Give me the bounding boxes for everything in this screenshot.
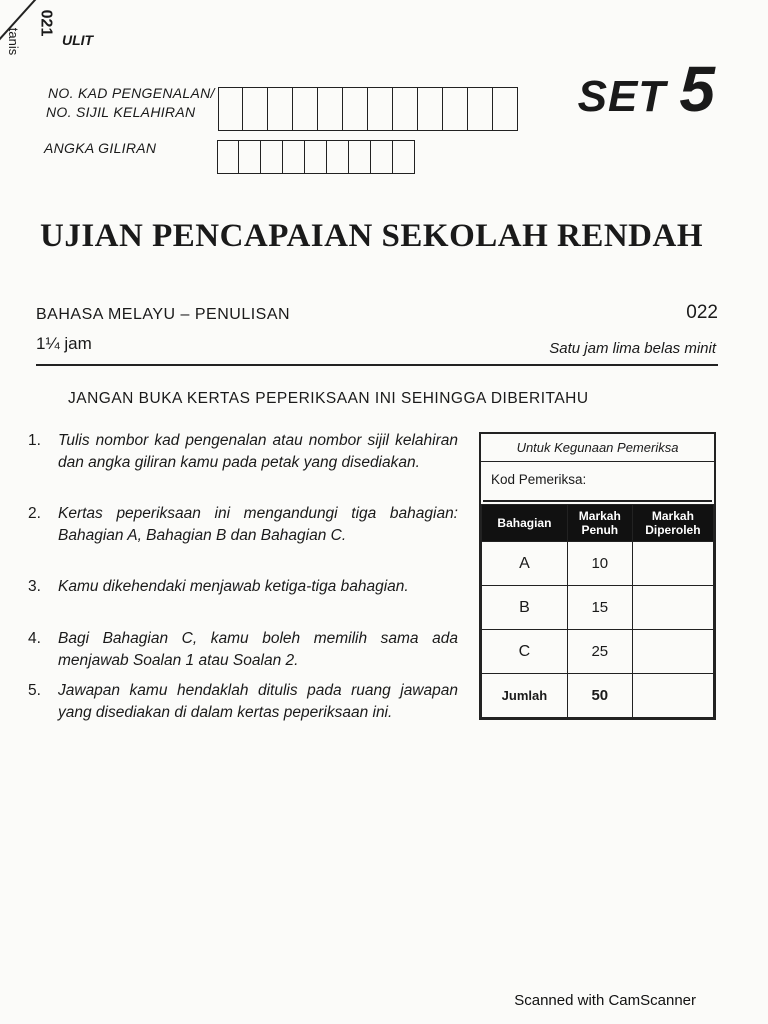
index-number-boxes[interactable] bbox=[217, 140, 415, 174]
table-row bbox=[482, 630, 714, 674]
ic-digit-box[interactable] bbox=[468, 87, 493, 131]
set-text: SET bbox=[577, 72, 667, 121]
obtained-marks-cell[interactable] bbox=[632, 630, 713, 674]
instruction-item bbox=[28, 576, 458, 598]
index-digit-box[interactable] bbox=[217, 140, 239, 174]
ic-digit-box[interactable] bbox=[293, 87, 318, 131]
index-digit-box[interactable] bbox=[305, 140, 327, 174]
total-obtained-cell[interactable] bbox=[632, 674, 713, 718]
instruction-text: Kamu dikehendaki menjawab ketiga-tiga bahagian. bbox=[58, 578, 409, 595]
instruction-number: 5. bbox=[28, 682, 41, 699]
ic-digit-box[interactable] bbox=[343, 87, 368, 131]
instruction-number: 2. bbox=[28, 505, 41, 522]
obtained-marks-cell[interactable] bbox=[632, 542, 713, 586]
duration-long: Satu jam lima belas minit bbox=[549, 340, 716, 357]
index-digit-box[interactable] bbox=[349, 140, 371, 174]
instruction-number: 1. bbox=[28, 432, 41, 449]
col-header-full-marks: Markah Penuh bbox=[567, 505, 632, 542]
index-digit-box[interactable] bbox=[283, 140, 305, 174]
examiner-header: Untuk Kegunaan Pemeriksa bbox=[481, 434, 714, 462]
set-number: 5 bbox=[679, 53, 716, 125]
ic-number-boxes[interactable] bbox=[218, 87, 518, 131]
section-cell: C bbox=[482, 630, 568, 674]
total-full-marks-cell: 50 bbox=[567, 674, 632, 718]
index-digit-box[interactable] bbox=[393, 140, 415, 174]
col-header-section: Bahagian bbox=[482, 505, 568, 542]
ic-digit-box[interactable] bbox=[493, 87, 518, 131]
examiner-box bbox=[479, 432, 716, 720]
section-cell: B bbox=[482, 586, 568, 630]
index-digit-box[interactable] bbox=[239, 140, 261, 174]
examiner-code-field[interactable]: Kod Pemeriksa: bbox=[483, 464, 712, 502]
instruction-text: Kertas peperiksaan ini mengandungi tiga bahagian: Bahagian A, Bahagian B dan Bahagian C. bbox=[58, 505, 458, 544]
paper-code: 022 bbox=[686, 302, 718, 323]
subject: BAHASA MELAYU – PENULISAN bbox=[36, 306, 291, 323]
ic-digit-box[interactable] bbox=[318, 87, 343, 131]
ic-digit-box[interactable] bbox=[368, 87, 393, 131]
ic-label-line2: NO. SIJIL KELAHIRAN bbox=[46, 104, 196, 120]
ic-digit-box[interactable] bbox=[393, 87, 418, 131]
instruction-item bbox=[28, 680, 458, 724]
warning-heading: JANGAN BUKA KERTAS PEPERIKSAAN INI SEHINGGA DIBERITAHU bbox=[68, 390, 589, 407]
instruction-text: Bagi Bahagian C, kamu boleh memilih sama ada menjawab Soalan 1 atau Soalan 2. bbox=[58, 630, 458, 669]
instruction-item bbox=[28, 628, 458, 672]
ic-digit-box[interactable] bbox=[218, 87, 243, 131]
table-row bbox=[482, 542, 714, 586]
divider bbox=[36, 364, 718, 366]
instruction-text: Jawapan kamu hendaklah ditulis pada ruang jawapan yang disediakan di dalam kertas peperiksaan ini. bbox=[58, 682, 458, 721]
instruction-item bbox=[28, 430, 458, 474]
corner-side-text: tanis bbox=[6, 27, 22, 56]
index-label: ANGKA GILIRAN bbox=[44, 140, 157, 156]
total-label-cell: Jumlah bbox=[482, 674, 568, 718]
full-marks-cell: 10 bbox=[567, 542, 632, 586]
table-row bbox=[482, 586, 714, 630]
instruction-text: Tulis nombor kad pengenalan atau nombor sijil kelahiran dan angka giliran kamu pada petak yang disediakan. bbox=[58, 432, 458, 471]
classification-label: ULIT bbox=[62, 32, 94, 48]
index-digit-box[interactable] bbox=[371, 140, 393, 174]
table-row bbox=[482, 674, 714, 718]
exam-title: UJIAN PENCAPAIAN SEKOLAH RENDAH bbox=[40, 218, 704, 254]
ic-label-line1: NO. KAD PENGENALAN/ bbox=[48, 85, 215, 101]
ic-digit-box[interactable] bbox=[268, 87, 293, 131]
instruction-number: 3. bbox=[28, 578, 41, 595]
scanner-watermark: Scanned with CamScanner bbox=[514, 992, 696, 1009]
full-marks-cell: 15 bbox=[567, 586, 632, 630]
index-digit-box[interactable] bbox=[261, 140, 283, 174]
duration-short: 1¼ jam bbox=[36, 334, 92, 353]
ic-digit-box[interactable] bbox=[418, 87, 443, 131]
col-header-marks-obtained: Markah Diperoleh bbox=[632, 505, 713, 542]
set-label bbox=[578, 52, 716, 126]
obtained-marks-cell[interactable] bbox=[632, 586, 713, 630]
full-marks-cell: 25 bbox=[567, 630, 632, 674]
section-cell: A bbox=[482, 542, 568, 586]
index-digit-box[interactable] bbox=[327, 140, 349, 174]
corner-paper-code: 021 bbox=[37, 9, 55, 37]
instruction-item bbox=[28, 503, 458, 547]
ic-digit-box[interactable] bbox=[443, 87, 468, 131]
marks-table bbox=[481, 504, 714, 718]
ic-digit-box[interactable] bbox=[243, 87, 268, 131]
instruction-number: 4. bbox=[28, 630, 41, 647]
